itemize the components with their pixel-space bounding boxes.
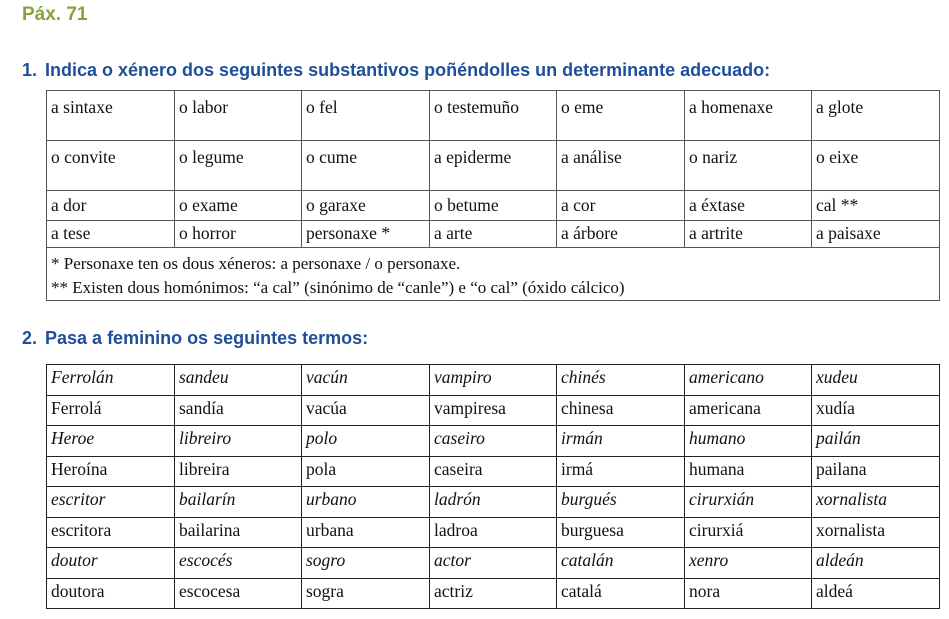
table-cell: pola [302, 456, 430, 487]
table-cell: nora [685, 578, 812, 609]
table-cell: caseiro [430, 426, 557, 457]
table-cell: o garaxe [302, 191, 430, 221]
table-cell: irmán [557, 426, 685, 457]
table-row [47, 395, 940, 426]
exercise-1-title: Indica o xénero dos seguintes substantivos poñéndolles un determinante adecuado: [45, 60, 771, 80]
gender-table [46, 90, 940, 301]
table-cell: escritora [47, 517, 175, 548]
table-cell: o testemuño [430, 91, 557, 141]
table-cell: doutor [47, 548, 175, 579]
table-cell: a paisaxe [812, 221, 940, 248]
table-cell: personaxe * [302, 221, 430, 248]
table-cell: caseira [430, 456, 557, 487]
table-cell: o fel [302, 91, 430, 141]
exercise-1-number: 1. [22, 60, 38, 80]
table-cell: irmá [557, 456, 685, 487]
table-cell: libreiro [175, 426, 302, 457]
table-row [47, 365, 940, 396]
table-cell: ladroa [430, 517, 557, 548]
table-row [47, 578, 940, 609]
table-cell: o cume [302, 141, 430, 191]
table-cell: vacúa [302, 395, 430, 426]
table-cell: aldeán [812, 548, 940, 579]
table-cell: a sintaxe [47, 91, 175, 141]
table-cell: aldeá [812, 578, 940, 609]
table-cell: cirurxiá [685, 517, 812, 548]
table-cell: xenro [685, 548, 812, 579]
table-cell: humana [685, 456, 812, 487]
table-cell: americano [685, 365, 812, 396]
table-row [47, 426, 940, 457]
table-cell: a glote [812, 91, 940, 141]
table-cell: libreira [175, 456, 302, 487]
table-cell: o eixe [812, 141, 940, 191]
table-row [47, 517, 940, 548]
table-cell: o betume [430, 191, 557, 221]
feminine-table [46, 364, 940, 609]
table-cell: Ferrolá [47, 395, 175, 426]
exercise-2-heading [22, 328, 368, 349]
table-cell: pailana [812, 456, 940, 487]
table-row [47, 487, 940, 518]
table-cell: actor [430, 548, 557, 579]
table-cell: humano [685, 426, 812, 457]
table-cell: a análise [557, 141, 685, 191]
table-cell: ladrón [430, 487, 557, 518]
table-cell: bailarina [175, 517, 302, 548]
table-cell: a árbore [557, 221, 685, 248]
table-cell: o exame [175, 191, 302, 221]
table-cell: polo [302, 426, 430, 457]
table-cell: a dor [47, 191, 175, 221]
table-cell: vampiro [430, 365, 557, 396]
table-cell: catalán [557, 548, 685, 579]
table-cell: a epiderme [430, 141, 557, 191]
table-cell: chinesa [557, 395, 685, 426]
table-cell: escocés [175, 548, 302, 579]
table-cell: o nariz [685, 141, 812, 191]
table-cell: o convite [47, 141, 175, 191]
table-cell: Ferrolán [47, 365, 175, 396]
exercise-2-title: Pasa a feminino os seguintes termos: [45, 328, 369, 348]
table-cell: chinés [557, 365, 685, 396]
table-cell: cirurxián [685, 487, 812, 518]
table-row [47, 91, 940, 141]
table-cell: urbana [302, 517, 430, 548]
table-cell: catalá [557, 578, 685, 609]
table-cell: a tese [47, 221, 175, 248]
table-cell: doutora [47, 578, 175, 609]
table-cell: vampiresa [430, 395, 557, 426]
table-row [47, 141, 940, 191]
table-cell: o horror [175, 221, 302, 248]
note-personaxe: * Personaxe ten os dous xéneros: a personaxe / o personaxe. [51, 254, 461, 273]
table-cell: escritor [47, 487, 175, 518]
table-cell: o legume [175, 141, 302, 191]
table-cell: xornalista [812, 487, 940, 518]
table-cell: americana [685, 395, 812, 426]
table-cell: sogra [302, 578, 430, 609]
table-cell: bailarín [175, 487, 302, 518]
table-row [47, 456, 940, 487]
table-cell: burguesa [557, 517, 685, 548]
table-cell: actriz [430, 578, 557, 609]
table-cell: a arte [430, 221, 557, 248]
table-cell: xudeu [812, 365, 940, 396]
table-cell: sandeu [175, 365, 302, 396]
table-cell: a artrite [685, 221, 812, 248]
table-cell: a homenaxe [685, 91, 812, 141]
table-cell: urbano [302, 487, 430, 518]
table-cell: o labor [175, 91, 302, 141]
table-cell: a cor [557, 191, 685, 221]
table-row [47, 221, 940, 248]
table-cell: xudía [812, 395, 940, 426]
table-cell: Heroe [47, 426, 175, 457]
table-cell: o eme [557, 91, 685, 141]
notes-cell [47, 248, 940, 301]
note-cal: ** Existen dous homónimos: “a cal” (sinónimo de “canle”) e “o cal” (óxido cálcico) [51, 278, 625, 297]
table-cell: cal ** [812, 191, 940, 221]
table-cell: vacún [302, 365, 430, 396]
exercise-2-number: 2. [22, 328, 38, 348]
table-cell: sogro [302, 548, 430, 579]
table-cell: sandía [175, 395, 302, 426]
exercise-1-heading [22, 60, 770, 81]
notes-row [47, 248, 940, 301]
table-cell: pailán [812, 426, 940, 457]
table-cell: Heroína [47, 456, 175, 487]
table-cell: escocesa [175, 578, 302, 609]
table-row [47, 548, 940, 579]
table-row [47, 191, 940, 221]
table-cell: xornalista [812, 517, 940, 548]
table-cell: a éxtase [685, 191, 812, 221]
page-label: Páx. 71 [22, 4, 88, 25]
table-cell: burgués [557, 487, 685, 518]
